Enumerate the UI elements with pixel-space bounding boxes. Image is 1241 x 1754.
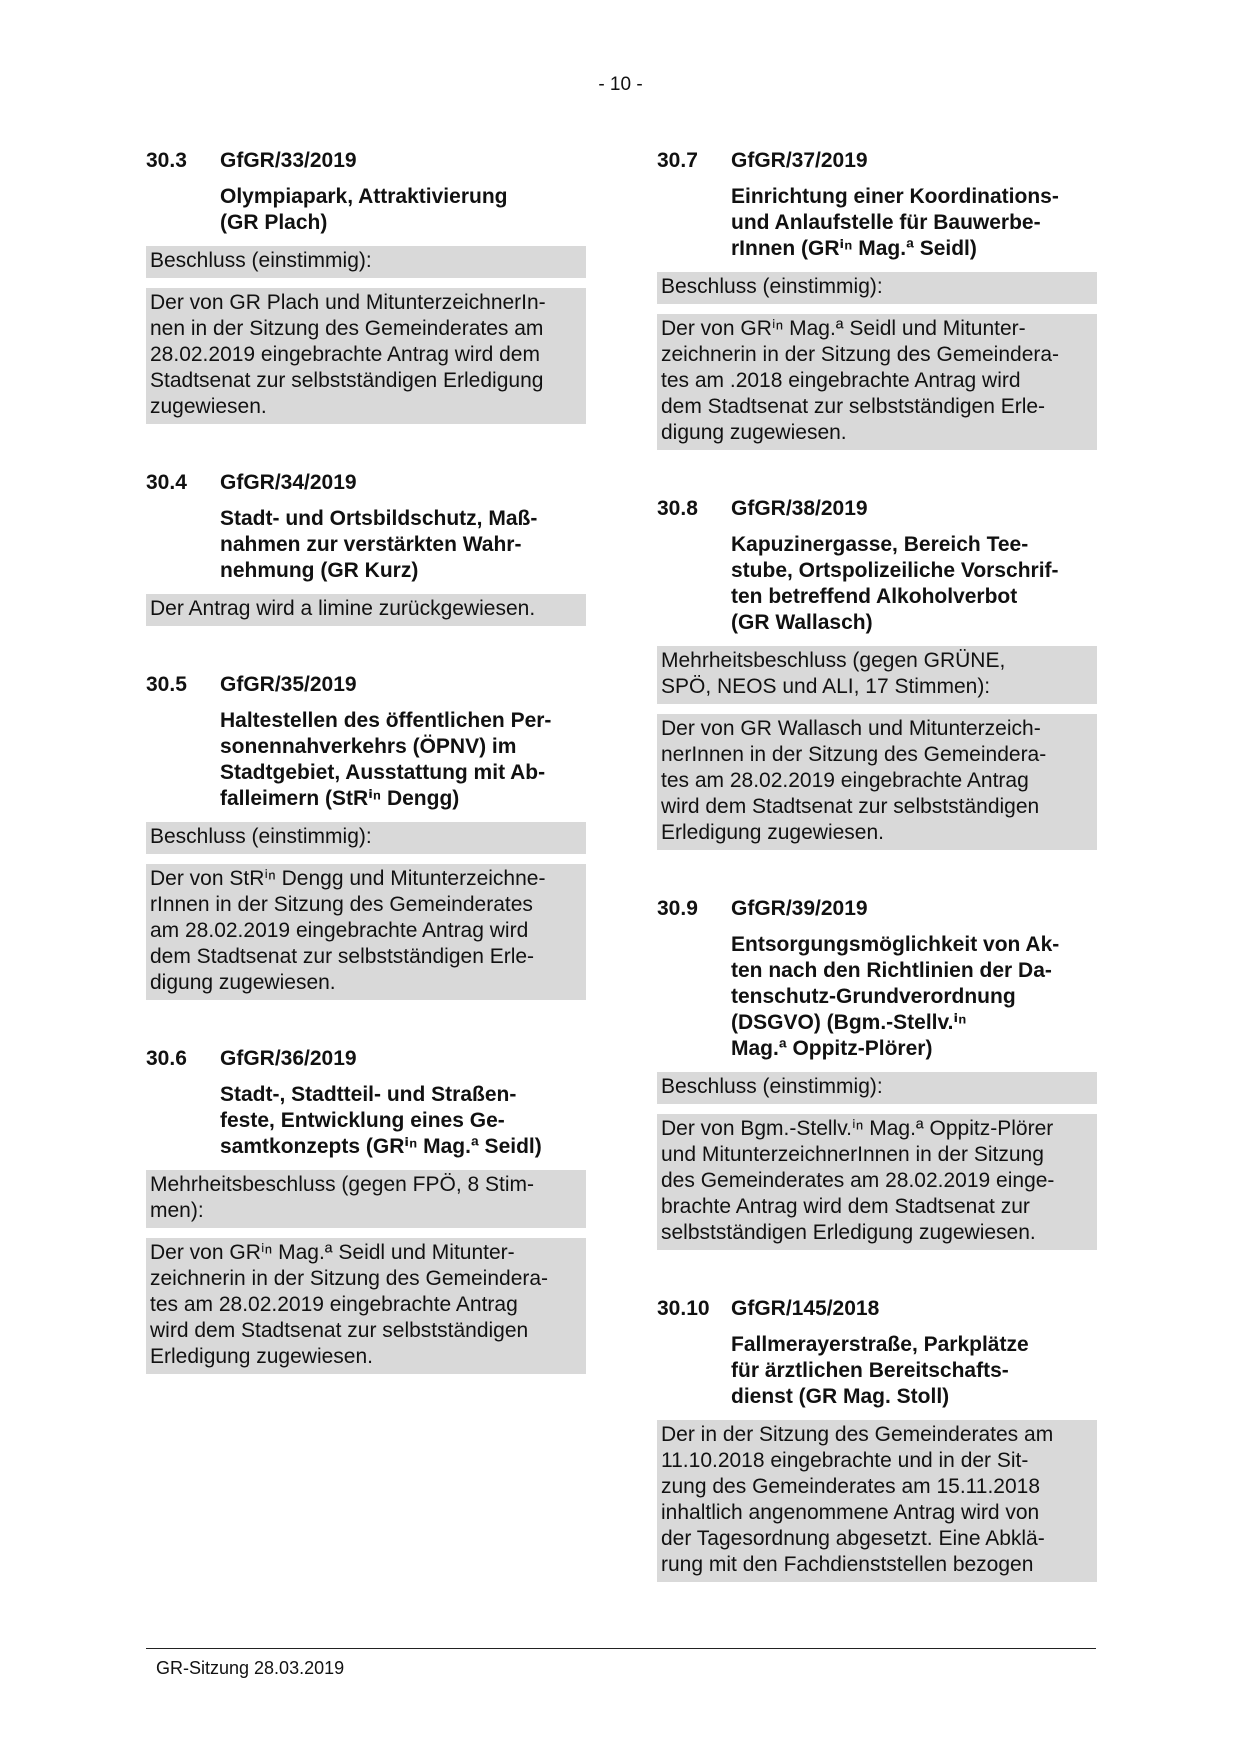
decision-text: Der von GRⁱⁿ Mag.ª Seidl und Mitunter- zeichnerin in der Sitzung des Gemeindera- tes am .2018 eingebrachte Antrag wird dem Stadtsenat zur selbstständigen Erle- digung zugewiesen. <box>657 314 1097 450</box>
item-reference: GfGR/37/2019 <box>731 149 868 172</box>
item-reference: GfGR/38/2019 <box>731 497 868 520</box>
decision-text: Der von GRⁱⁿ Mag.ª Seidl und Mitunter- zeichnerin in der Sitzung des Gemeindera- tes am 28.02.2019 eingebrachte Antrag wird dem Stadtsenat zur selbstständigen Erledigung zugewiesen. <box>146 1238 586 1374</box>
item-heading <box>657 148 1097 174</box>
decision-text: Beschluss (einstimmig): <box>657 1072 1097 1104</box>
item-heading <box>146 470 586 496</box>
agenda-item <box>657 148 1097 450</box>
item-title: Entsorgungsmöglichkeit von Ak- ten nach den Richtlinien der Da- tenschutz-Grundverordnung (DSGVO) (Bgm.-Stellv.ⁱⁿ Mag.ª Oppitz-Plörer) <box>731 933 1060 1060</box>
item-reference: GfGR/35/2019 <box>220 673 357 696</box>
decision-text: Der in der Sitzung des Gemeinderates am 11.10.2018 eingebrachte und in der Sit- zung des Gemeinderates am 15.11.2018 inhaltlich angenommene Antrag wird von der Tagesordnung abgesetzt. Eine Abklä- rung mit den Fachdienststellen bezogen <box>657 1420 1097 1582</box>
item-reference: GfGR/39/2019 <box>731 897 868 920</box>
item-heading <box>657 496 1097 522</box>
decision-text: Der von GR Plach und MitunterzeichnerIn- nen in der Sitzung des Gemeinderates am 28.02.2019 eingebrachte Antrag wird dem Stadtsenat zur selbstständigen Erledigung zugewiesen. <box>146 288 586 424</box>
right-column <box>657 148 1097 1628</box>
agenda-item <box>657 496 1097 850</box>
decision-text: Mehrheitsbeschluss (gegen GRÜNE, SPÖ, NEOS und ALI, 17 Stimmen): <box>657 646 1097 704</box>
item-reference: GfGR/36/2019 <box>220 1047 357 1070</box>
decision-text: Der von Bgm.-Stellv.ⁱⁿ Mag.ª Oppitz-Plörer und MitunterzeichnerInnen in der Sitzung des Gemeinderates am 28.02.2019 einge- brachte Antrag wird dem Stadtsenat zur selbstständigen Erledigung zugewiesen. <box>657 1114 1097 1250</box>
decision-text: Mehrheitsbeschluss (gegen FPÖ, 8 Stim- men): <box>146 1170 586 1228</box>
item-number: 30.6 <box>146 1047 187 1070</box>
item-title: Kapuzinergasse, Bereich Tee- stube, Ortspolizeiliche Vorschrif- ten betreffend Alkoholverbot (GR Wallasch) <box>731 533 1059 634</box>
decision-text: Beschluss (einstimmig): <box>146 822 586 854</box>
item-title: Stadt-, Stadtteil- und Straßen- feste, Entwicklung eines Ge- samtkonzepts (GRⁱⁿ Mag.ª Seidl) <box>220 1083 542 1158</box>
item-number: 30.7 <box>657 149 698 172</box>
item-title: Stadt- und Ortsbildschutz, Maß- nahmen zur verstärkten Wahr- nehmung (GR Kurz) <box>220 507 538 582</box>
agenda-item <box>146 672 586 1000</box>
agenda-item <box>657 1296 1097 1582</box>
item-reference: GfGR/33/2019 <box>220 149 357 172</box>
decision-text: Beschluss (einstimmig): <box>657 272 1097 304</box>
item-number: 30.9 <box>657 897 698 920</box>
item-heading <box>657 896 1097 922</box>
footer-divider <box>146 1648 1096 1649</box>
item-number: 30.5 <box>146 673 187 696</box>
page-number: - 10 - <box>598 74 643 95</box>
item-heading <box>146 672 586 698</box>
item-number: 30.8 <box>657 497 698 520</box>
footer-text: GR-Sitzung 28.03.2019 <box>156 1658 345 1678</box>
item-reference: GfGR/34/2019 <box>220 471 357 494</box>
item-title: Einrichtung einer Koordinations- und Anlaufstelle für Bauwerbe- rInnen (GRⁱⁿ Mag.ª Seidl) <box>731 185 1059 260</box>
decision-text: Beschluss (einstimmig): <box>146 246 586 278</box>
item-number: 30.10 <box>657 1297 710 1320</box>
decision-text: Der von GR Wallasch und Mitunterzeich- nerInnen in der Sitzung des Gemeindera- tes am 28.02.2019 eingebrachte Antrag wird dem Stadtsenat zur selbstständigen Erledigung zugewiesen. <box>657 714 1097 850</box>
left-column <box>146 148 586 1420</box>
item-heading <box>146 1046 586 1072</box>
agenda-item <box>146 470 586 626</box>
item-title: Fallmerayerstraße, Parkplätze für ärztlichen Bereitschafts- dienst (GR Mag. Stoll) <box>731 1333 1029 1408</box>
agenda-item <box>146 1046 586 1374</box>
decision-text: Der Antrag wird a limine zurückgewiesen. <box>146 594 586 626</box>
decision-text: Der von StRⁱⁿ Dengg und Mitunterzeichne- rInnen in der Sitzung des Gemeinderates am 28.02.2019 eingebrachte Antrag wird dem Stadtsenat zur selbstständigen Erle- digung zugewiesen. <box>146 864 586 1000</box>
item-number: 30.4 <box>146 471 187 494</box>
item-number: 30.3 <box>146 149 187 172</box>
item-title: Haltestellen des öffentlichen Per- sonennahverkehrs (ÖPNV) im Stadtgebiet, Ausstattung mit Ab- falleimern (StRⁱⁿ Dengg) <box>220 709 552 810</box>
item-reference: GfGR/145/2018 <box>731 1297 880 1320</box>
item-title: Olympiapark, Attraktivierung (GR Plach) <box>220 185 508 234</box>
item-heading <box>146 148 586 174</box>
agenda-item <box>657 896 1097 1250</box>
agenda-item <box>146 148 586 424</box>
item-heading <box>657 1296 1097 1322</box>
